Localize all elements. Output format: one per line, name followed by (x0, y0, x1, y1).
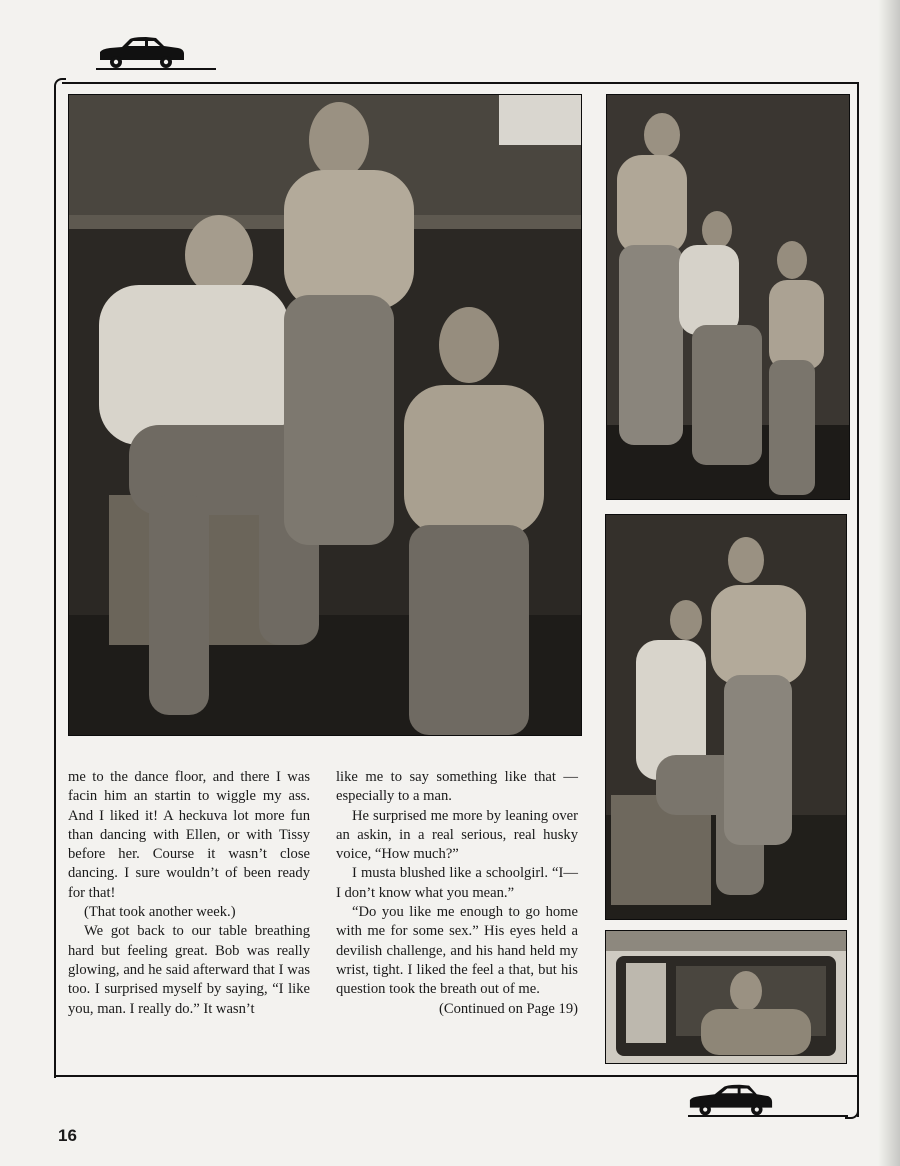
paragraph: He surprised me more by leaning over an askin, in a real serious, real husky voice, “How much?” (336, 807, 578, 863)
text-column-left (68, 768, 310, 1019)
frame-bottom-border (54, 1075, 857, 1077)
bottom-right-photo (605, 930, 847, 1064)
continued-note: (Continued on Page 19) (438, 1000, 578, 1017)
text-column-right (336, 768, 578, 1019)
frame-right-border (857, 82, 859, 1117)
main-photo (68, 94, 582, 736)
middle-right-photo (605, 514, 847, 920)
frame-left-border (54, 78, 66, 1078)
vintage-car-icon (688, 1082, 774, 1118)
page-edge-shadow (878, 0, 900, 1166)
paragraph: “Do you like me enough to go home with me for some sex.” His eyes held a devilish challenge, and his hand held my wrist, tight. I liked the feel a that, but his question took the breath out of me. (336, 904, 578, 998)
top-right-photo (606, 94, 850, 500)
paragraph: like me to say something like that —especially to a man. (336, 769, 578, 805)
paragraph: me to the dance floor, and there I was facin him an startin to wiggle my ass. And I liked it! A heckuva lot more fun than dancing with Ellen, or with Tissy before her. Course it wasn’t close dancing. I sure wouldn’t of been ready for that! (68, 769, 310, 901)
frame-top-border (62, 82, 858, 84)
paragraph: We got back to our table breathing hard but feeling great. Bob was really glowing, and he said afterward that I was too. I surprised myself by saying, “I like you, man. I really do.” It wasn’t (68, 923, 310, 1017)
vintage-car-icon (96, 34, 186, 70)
paragraph: I musta blushed like a schoolgirl. “I—I don’t know what you mean.” (336, 865, 578, 901)
page-number: 16 (58, 1126, 77, 1145)
paragraph: (That took another week.) (84, 904, 236, 921)
